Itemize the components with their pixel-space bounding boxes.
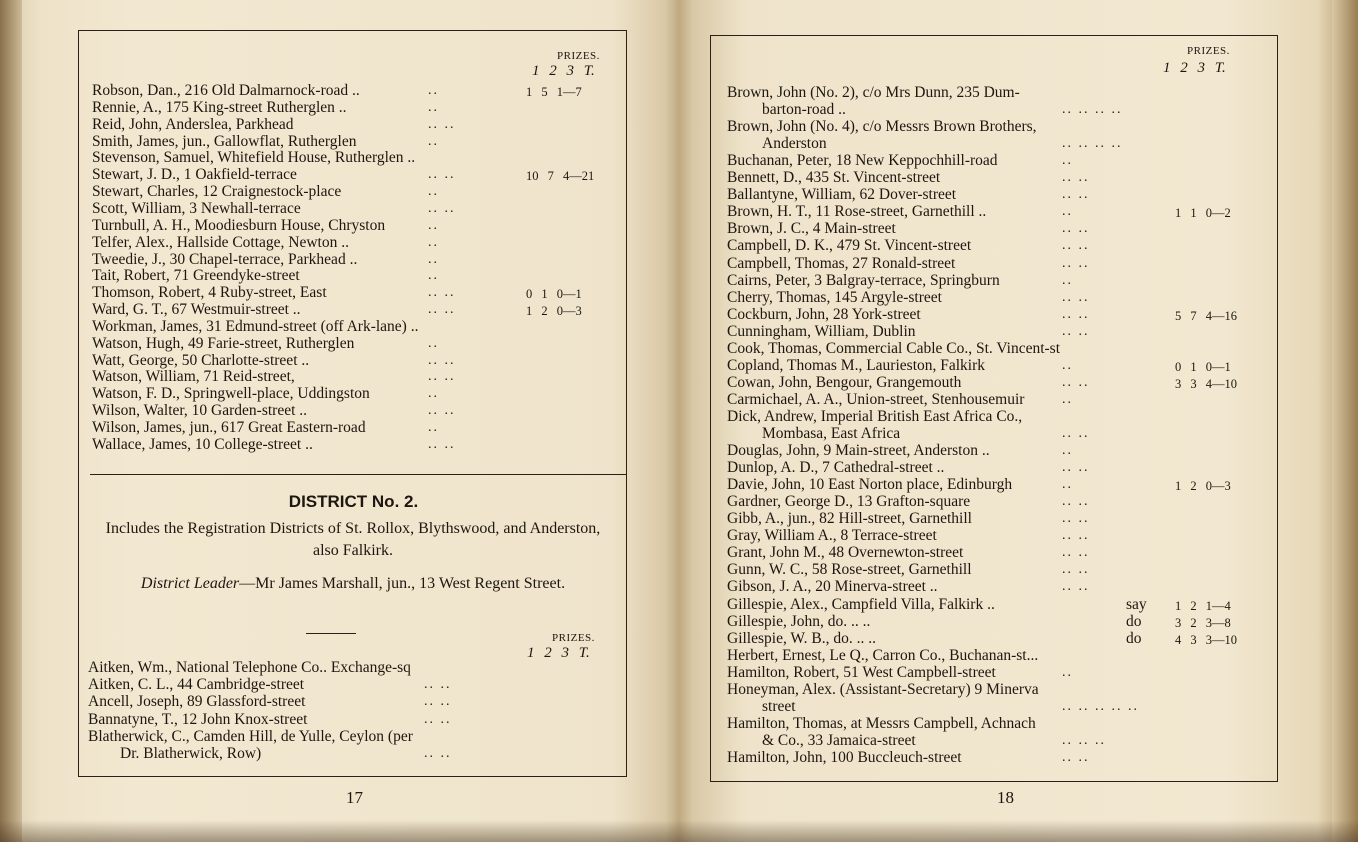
entry-text: Blatherwick, C., Camden Hill, de Yulle, Ceylon (per: [88, 727, 413, 745]
entry-text: Gunn, W. C., 58 Rose-street, Garnethill: [727, 561, 972, 579]
leader-dots: .. ..: [428, 167, 456, 183]
leader-dots: .. ..: [424, 694, 452, 710]
leader-dots: ..: [428, 234, 439, 250]
entry-text: Buchanan, Peter, 18 New Keppochhill-road: [727, 152, 998, 170]
entry-text: Bannatyne, T., 12 John Knox-street: [88, 710, 308, 728]
prize-values: 3 2 3—8: [1175, 615, 1231, 630]
entry-text: Brown, John (No. 2), c/o Mrs Dunn, 235 Dum-: [727, 84, 1020, 101]
entry-text: Mombasa, East Africa: [762, 425, 901, 442]
entry-text: Aitken, Wm., National Telephone Co.. Exchange-sq: [88, 659, 411, 676]
leader-dots: ..: [428, 99, 439, 115]
district-leader-label: District Leader: [140, 575, 240, 592]
leader-dots: ..: [428, 420, 439, 435]
entry-text: Watt, George, 50 Charlotte-street ..: [92, 351, 310, 369]
entry-text: Watson, F. D., Springwell-place, Uddingston: [92, 385, 370, 403]
leader-dots: .. ..: [1062, 255, 1090, 271]
entry-text: Brown, John (No. 4), c/o Messrs Brown Brothers,: [727, 118, 1037, 136]
entry-text: Workman, James, 31 Edmund-street (off Ark-lane) ..: [92, 317, 419, 335]
leader-dots: .. .. .. ..: [1062, 136, 1123, 152]
leader-dots: ..: [428, 217, 439, 233]
entry-text: Telfer, Alex., Hallside Cottage, Newton ..: [92, 233, 349, 251]
leader-dots: .. ..: [1062, 221, 1090, 237]
entry-text: Thomson, Robert, 4 Ruby-street, East: [92, 284, 327, 302]
leader-dots: .. ..: [1062, 545, 1090, 561]
leader-dots: .. ..: [1062, 426, 1090, 441]
prize-values: 10 7 4—21: [526, 169, 595, 184]
entry-note: do: [1126, 629, 1142, 647]
leader-dots: .. ..: [1062, 306, 1090, 322]
entry-text: Cairns, Peter, 3 Balgray-terrace, Springburn: [727, 271, 1000, 289]
prize-values: 5 7 4—16: [1175, 308, 1237, 323]
entry-text: Anderston: [762, 135, 827, 153]
leader-dots: ..: [428, 268, 439, 284]
entry-text: Watson, Hugh, 49 Farie-street, Rutherglen: [92, 334, 355, 352]
page-number-right: 18: [997, 788, 1014, 807]
prizes-header-2: PRIZES.: [552, 632, 595, 644]
prize-values: 3 3 4—10: [1175, 376, 1237, 391]
leader-dots: .. ..: [424, 711, 452, 727]
leader-dots: .. ..: [1062, 494, 1090, 510]
entry-text: Ballantyne, William, 62 Dover-street: [727, 186, 957, 204]
leader-dots: .. ..: [1062, 170, 1090, 186]
prize-values: 1 5 1—7: [526, 85, 582, 99]
prizes-header: PRIZES.: [557, 50, 600, 62]
entry-text: Gardner, George D., 13 Grafton-square: [727, 493, 971, 511]
leader-dots: ..: [1062, 664, 1073, 680]
entry-text: Brown, J. C., 4 Main-street: [727, 220, 896, 238]
leader-dots: ..: [1062, 391, 1073, 407]
entry-text: Dunlop, A. D., 7 Cathedral-street ..: [727, 459, 945, 477]
leader-dots: ..: [1062, 443, 1073, 459]
district-leader: [98, 574, 608, 594]
entry-text: Watson, William, 71 Reid-street,: [92, 368, 295, 386]
district-title: DISTRICT No. 2.: [288, 492, 419, 511]
entry-text: Bennett, D., 435 St. Vincent-street: [727, 169, 941, 187]
entry-text: Smith, James, jun., Gallowflat, Rutherglen: [92, 132, 357, 150]
prize-values: 1 2 0—3: [526, 304, 582, 319]
entry-text: Cunningham, William, Dublin: [727, 322, 916, 340]
entry-text: Aitken, C. L., 44 Cambridge-street: [88, 676, 305, 694]
entry-note: say: [1126, 595, 1147, 613]
entry-text: Wilson, Walter, 10 Garden-street ..: [92, 402, 308, 420]
entry-text: Rennie, A., 175 King-street Rutherglen ..: [92, 98, 347, 116]
entry-text: Gray, William A., 8 Terrace-street: [727, 527, 937, 545]
leader-dots: .. .. .. ..: [1062, 102, 1123, 118]
entry-text: Wilson, James, jun., 617 Great Eastern-road: [92, 419, 366, 436]
entry-text: Stevenson, Samuel, Whitefield House, Rutherglen ..: [92, 149, 416, 167]
entry-text: Gibb, A., jun., 82 Hill-street, Garnethill: [727, 510, 972, 528]
entry-text: Wallace, James, 10 College-street ..: [92, 435, 313, 453]
leader-dots: .. ..: [1062, 289, 1090, 305]
leader-dots: ..: [1062, 477, 1073, 493]
short-rule: [306, 633, 356, 634]
leader-dots: .. ..: [1062, 460, 1090, 476]
entry-text: Stewart, J. D., 1 Oakfield-terrace: [92, 166, 297, 184]
entry-text: Ancell, Joseph, 89 Glassford-street: [88, 693, 306, 711]
page-number-left: 17: [346, 788, 363, 807]
entry-text: Stewart, Charles, 12 Craignestock-place: [92, 183, 342, 201]
leader-dots: .. ..: [1062, 528, 1090, 544]
entry-text: Gibson, J. A., 20 Minerva-street ..: [727, 578, 938, 596]
leader-dots: .. ..: [428, 436, 456, 452]
leader-dots: ..: [428, 133, 439, 149]
prize-values: 1 2 1—4: [1175, 598, 1231, 613]
leader-dots: ..: [428, 83, 439, 98]
bottom-shadow: [0, 820, 1358, 842]
leader-dots: .. ..: [1062, 562, 1090, 578]
entry-text: Campbell, Thomas, 27 Ronald-street: [727, 254, 956, 272]
entry-text: Herbert, Ernest, Le Q., Carron Co., Buchanan-st...: [727, 646, 1039, 664]
leader-dots: .. .. .. .. ..: [1062, 698, 1139, 714]
entry-text: Hamilton, John, 100 Buccleuch-street: [727, 748, 962, 766]
leader-dots: .. ..: [428, 200, 456, 216]
entry-text: Honeyman, Alex. (Assistant-Secretary) 9 Minerva: [727, 680, 1039, 698]
district-leader-text: —Mr James Marshall, jun., 13 West Regent Street.: [239, 575, 566, 592]
leader-dots: ..: [428, 386, 439, 402]
leader-dots: .. ..: [428, 285, 456, 301]
leader-dots: .. ..: [1062, 579, 1090, 595]
entry-text: Turnbull, A. H., Moodiesburn House, Chryston: [92, 216, 386, 234]
entry-text: Grant, John M., 48 Overnewton-street: [727, 544, 964, 562]
entry-text: Scott, William, 3 Newhall-terrace: [92, 199, 301, 217]
leader-dots: .. ..: [424, 746, 452, 761]
leader-dots: ..: [1062, 357, 1073, 373]
leader-dots: .. ..: [428, 302, 456, 318]
entry-text: Campbell, D. K., 479 St. Vincent-street: [727, 237, 972, 255]
prize-columns-header-2: 1 2 3 T.: [527, 645, 590, 661]
entry-text: Gillespie, John, do. .. ..: [727, 612, 871, 630]
prize-values: 0 1 0—1: [526, 287, 582, 302]
leader-dots: .. ..: [1062, 187, 1090, 203]
entry-text: Ward, G. T., 67 Westmuir-street ..: [92, 301, 301, 319]
entry-text: Hamilton, Robert, 51 West Campbell-street: [727, 663, 996, 681]
leader-dots: ..: [428, 251, 439, 267]
right-page-edge: [1332, 0, 1358, 842]
prize-values: 1 1 0—2: [1175, 206, 1231, 221]
entry-text: barton-road ..: [762, 101, 846, 119]
leader-dots: ..: [1062, 204, 1073, 220]
prize-columns-header: 1 2 3 T.: [532, 63, 595, 79]
leader-dots: .. ..: [1062, 749, 1090, 765]
prize-columns-header-right: 1 2 3 T.: [1163, 60, 1226, 76]
entry-text: street: [762, 697, 796, 715]
entry-text: Cook, Thomas, Commercial Cable Co., St. Vincent-st: [727, 339, 1061, 357]
leader-dots: .. ..: [1062, 238, 1090, 254]
leader-dots: .. ..: [428, 116, 456, 132]
entry-text: Robson, Dan., 216 Old Dalmarnock-road ..: [92, 82, 360, 99]
prize-values: 4 3 3—10: [1175, 632, 1237, 647]
entry-text: Copland, Thomas M., Laurieston, Falkirk: [727, 356, 986, 374]
entry-text: Carmichael, A. A., Union-street, Stenhousemuir: [727, 390, 1025, 408]
leader-dots: ..: [428, 335, 439, 351]
entry-text: Dr. Blatherwick, Row): [120, 745, 262, 762]
entry-text: Reid, John, Anderslea, Parkhead: [92, 115, 294, 133]
entry-text: Cherry, Thomas, 145 Argyle-street: [727, 288, 942, 306]
leader-dots: .. ..: [1062, 374, 1090, 390]
leader-dots: ..: [428, 184, 439, 200]
entry-text: Gillespie, Alex., Campfield Villa, Falkirk ..: [727, 595, 995, 613]
leader-dots: .. ..: [424, 677, 452, 693]
entry-text: Gillespie, W. B., do. .. ..: [727, 629, 876, 647]
left-page-edge: [0, 0, 22, 842]
leader-dots: .. .. ..: [1062, 732, 1106, 748]
leader-dots: .. ..: [428, 369, 456, 385]
entry-text: Davie, John, 10 East Norton place, Edinburgh: [727, 476, 1013, 494]
leader-dots: .. ..: [1062, 511, 1090, 527]
entry-text: Brown, H. T., 11 Rose-street, Garnethill ..: [727, 203, 987, 221]
entry-text: Dick, Andrew, Imperial British East Africa Co.,: [727, 407, 1023, 425]
prizes-header-right: PRIZES.: [1187, 45, 1230, 57]
entry-text: & Co., 33 Jamaica-street: [762, 731, 916, 749]
entry-text: Douglas, John, 9 Main-street, Anderston ..: [727, 442, 990, 460]
leader-dots: .. ..: [428, 403, 456, 419]
leader-dots: .. ..: [1062, 323, 1090, 339]
district-includes: Includes the Registration Districts of St. Rollox, Blythswood, and Anderston, also Falkirk.: [105, 520, 601, 559]
entry-text: Cowan, John, Bengour, Grangemouth: [727, 373, 962, 391]
entry-text: Tweedie, J., 30 Chapel-terrace, Parkhead ..: [92, 250, 358, 268]
entry-text: Cockburn, John, 28 York-street: [727, 305, 921, 323]
leader-dots: ..: [1062, 153, 1073, 169]
leader-dots: ..: [1062, 272, 1073, 288]
leader-dots: .. ..: [428, 352, 456, 368]
prize-values: 1 2 0—3: [1175, 479, 1231, 494]
section-rule: [90, 474, 626, 475]
entry-text: Hamilton, Thomas, at Messrs Campbell, Achnach: [727, 714, 1036, 732]
prize-values: 0 1 0—1: [1175, 359, 1231, 374]
entry-note: do: [1126, 612, 1142, 630]
entry-text: Tait, Robert, 71 Greendyke-street: [92, 267, 300, 285]
